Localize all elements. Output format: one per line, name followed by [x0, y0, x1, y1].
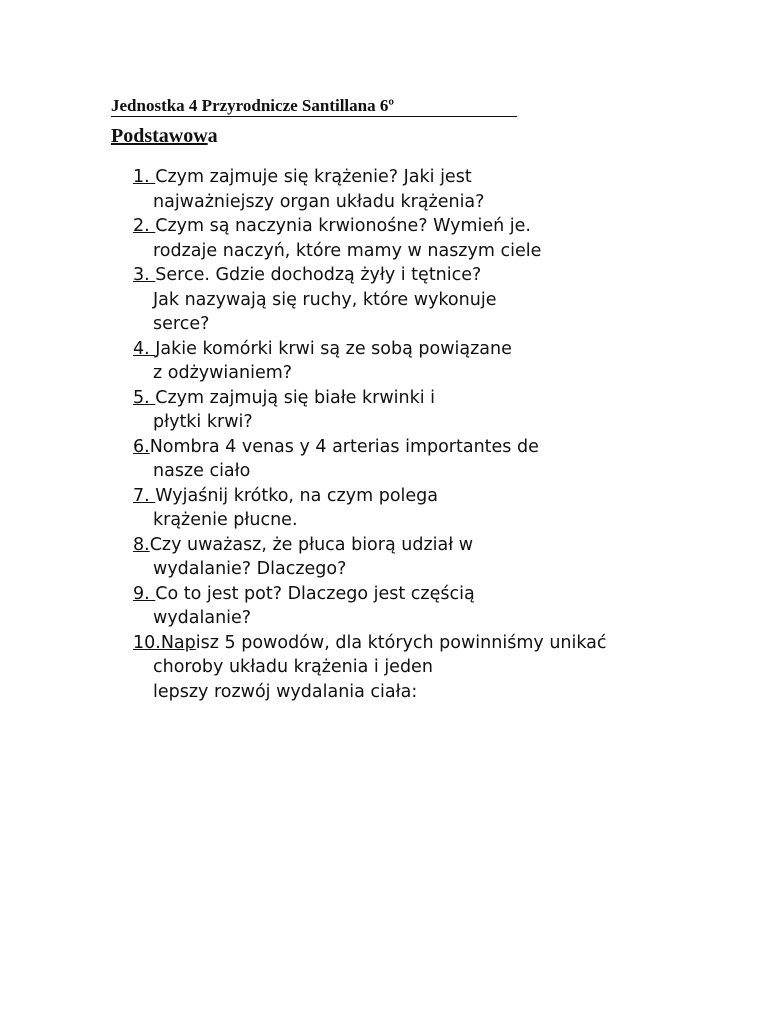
question-1: [133, 165, 768, 214]
question-3: [133, 263, 768, 337]
question-10-line-3: lepszy rozwój wydalania ciała:: [153, 681, 418, 702]
question-9-number: 9.: [133, 583, 156, 604]
question-4-line-1: [133, 337, 768, 362]
question-5-line-2: płytki krwi?: [153, 412, 253, 432]
section-heading-tail: a: [207, 125, 218, 147]
question-5-text: Czym zajmują się białe krwinki i: [155, 387, 436, 408]
question-3-line-3: serce?: [153, 314, 210, 334]
section-heading-underlined: Podstawow: [111, 125, 208, 147]
question-7-text: Wyjaśnij krótko, na czym polega: [155, 485, 438, 506]
question-8-text: Czy uważasz, że płuca biorą udział w: [149, 534, 474, 555]
question-5-line-1: [133, 386, 768, 411]
question-10-word-1: isz: [195, 632, 219, 653]
question-list: [133, 165, 768, 704]
question-3-line-1: [133, 263, 768, 288]
question-9-line-2: wydalanie?: [153, 608, 252, 628]
question-2-number: 2.: [133, 216, 156, 236]
question-6-line-2: nasze ciało: [153, 461, 251, 481]
question-2-line-1: [133, 214, 768, 239]
question-9: [133, 582, 768, 631]
question-8-line-1: [133, 533, 768, 558]
question-7-number: 7.: [133, 485, 156, 506]
question-10-line-1: [133, 631, 766, 656]
question-10-word-4: dla: [335, 632, 363, 653]
question-7-line-2: krążenie płucne.: [153, 510, 298, 530]
question-6-line-1: [133, 435, 768, 460]
question-1-number: 1.: [133, 167, 156, 187]
question-8-number: 8.: [133, 534, 150, 555]
question-10-word-6: powinniśmy: [439, 632, 544, 653]
question-6: [133, 435, 768, 484]
question-3-text: Serce. Gdzie dochodzą żyły i tętnice?: [155, 265, 482, 285]
question-1-text: Czym zajmuje się krążenie? Jaki jest: [155, 167, 472, 187]
question-7-line-1: [133, 484, 768, 509]
document-title: Jednostka 4 Przyrodnicze Santillana 6º: [111, 96, 517, 117]
question-1-line-1: [133, 165, 768, 190]
question-10-word-5: których: [367, 632, 434, 653]
question-10-line-2: choroby układu krążenia i jeden: [153, 657, 433, 677]
section-heading: [111, 124, 218, 148]
question-4-line-2: z odżywianiem?: [153, 363, 293, 383]
question-10-word-3: powodów,: [241, 632, 330, 653]
question-10-first-word: [133, 633, 219, 653]
question-9-line-1: [133, 582, 768, 607]
question-10-word-7: unikać: [549, 632, 607, 653]
question-4-number: 4.: [133, 338, 156, 359]
question-10-word-2: 5: [224, 632, 236, 653]
question-1-line-2: najważniejszy organ układu krążenia?: [153, 191, 485, 212]
question-5-number: 5.: [133, 387, 156, 408]
question-8: [133, 533, 768, 582]
question-10-number: 10.Nap: [133, 632, 196, 653]
question-6-number: 6.: [133, 436, 150, 457]
question-5: [133, 386, 768, 435]
question-3-number: 3.: [133, 265, 156, 285]
question-2: [133, 214, 768, 263]
question-7: [133, 484, 768, 533]
question-4-text: Jakie komórki krwi są ze sobą powiązane: [155, 338, 512, 359]
question-3-line-2: Jak nazywają się ruchy, które wykonuje: [153, 289, 497, 310]
question-2-text: Czym są naczynia krwionośne? Wymień je.: [155, 216, 531, 236]
question-2-line-2: rodzaje naczyń, które mamy w naszym ciele: [153, 240, 542, 261]
question-10: [133, 631, 768, 705]
question-8-line-2: wydalanie? Dlaczego?: [153, 559, 347, 579]
question-6-text: Nombra 4 venas y 4 arterias importantes de: [149, 436, 539, 457]
question-9-text: Co to jest pot? Dlaczego jest częścią: [155, 583, 475, 604]
question-4: [133, 337, 768, 386]
